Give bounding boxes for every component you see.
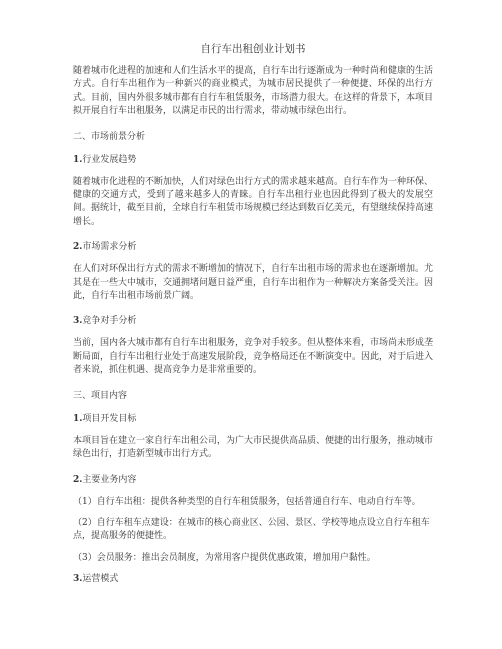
subheading-label: 运营模式 xyxy=(82,574,119,585)
goal-paragraph: 本项目旨在建立一家自行车出租公司，为广大市民提供高品质、便捷的出行服务，推动城市绿色出行，打造新型城市出行方式。 xyxy=(73,435,434,460)
subheading-label: 市场需求分析 xyxy=(82,242,137,253)
subheading-operation xyxy=(73,573,433,586)
business-item: （3）会员服务：推出会员制度，为常用客户提供优惠政策，增加用户黏性。 xyxy=(73,552,376,563)
subheading-industry-trend xyxy=(73,154,433,167)
subheading-number: 2. xyxy=(73,474,83,485)
section-heading-project: 三、项目内容 xyxy=(73,390,128,401)
subheading-number: 1. xyxy=(73,154,83,165)
subheading-number: 2. xyxy=(73,242,83,253)
document-page xyxy=(73,34,433,595)
business-item: （1）自行车出租：提供各种类型的自行车租赁服务，包括普通自行车、电动自行车等。 xyxy=(73,496,421,507)
subheading-label: 主要业务内容 xyxy=(82,474,137,485)
subheading-label: 行业发展趋势 xyxy=(82,154,137,165)
subheading-number: 3. xyxy=(73,316,83,327)
competition-paragraph: 当前，国内各大城市都有自行车出租服务，竞争对手较多。但从整体来看，市场尚未形成垄断局面，自行车出租行业处于高速发展阶段，竞争格局还在不断演变中。因此，对于后进入者来说，抓住机遇、提高竞争力是非常重要的。 xyxy=(73,338,434,376)
section-heading-market: 二、市场前景分析 xyxy=(73,131,146,142)
subheading-number: 3. xyxy=(73,574,83,585)
subheading-label: 项目开发目标 xyxy=(82,413,137,424)
document-title: 自行车出租创业计划书 xyxy=(200,43,306,55)
subheading-number: 1. xyxy=(73,413,83,424)
business-item: （2）自行车租车点建设：在城市的核心商业区、公园、景区、学校等地点设立自行车租车点，提高服务的便捷性。 xyxy=(73,517,430,542)
intro-paragraph: 随着城市化进程的加速和人们生活水平的提高，自行车出行逐渐成为一种时尚和健康的生活方式。自行车出租作为一种新兴的商业模式，为城市居民提供了一种便捷、环保的出行方式。目前，国内外很多城市都有自行车租赁服务，市场潜力很大。在这样的背景下，本项目拟开展自行车出租服务，以满足市民的出行需求，带动城市绿色出行。 xyxy=(73,66,434,117)
subheading-competition xyxy=(73,315,433,328)
subheading-business xyxy=(73,474,433,487)
demand-paragraph: 在人们对环保出行方式的需求不断增加的情况下，自行车出租市场的需求也在逐渐增加。尤其是在一些大中城市，交通拥堵问题日益严重，自行车出租作为一种解决方案备受关注。因此，自行车出租市场前景广阔。 xyxy=(73,264,434,302)
industry-trend-paragraph: 随着城市化进程的不断加快，人们对绿色出行方式的需求越来越高。自行车作为一种环保、健康的交通方式，受到了越来越多人的青睐。自行车出租行业也因此得到了极大的发展空间。据统计，截至目前，全球自行车租赁市场规模已经达到数百亿美元，有望继续保持高速增长。 xyxy=(73,176,434,227)
subheading-goal xyxy=(73,413,433,426)
subheading-label: 竞争对手分析 xyxy=(82,316,137,327)
subheading-demand xyxy=(73,241,433,254)
